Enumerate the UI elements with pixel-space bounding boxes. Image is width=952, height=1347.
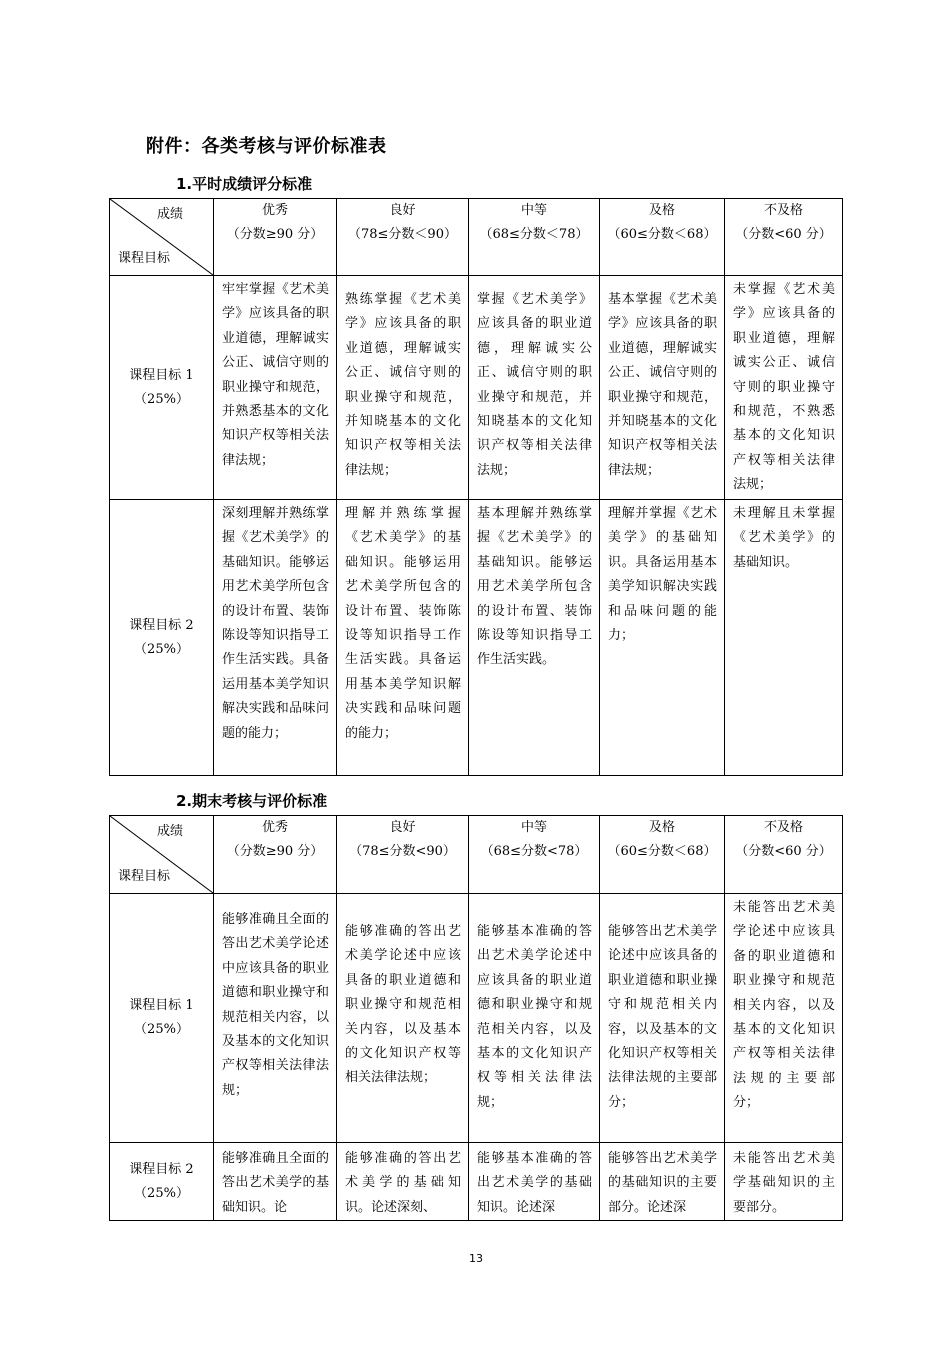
document-title: 附件：各类考核与评价标准表 (146, 136, 387, 157)
grade-name: 及格 (648, 820, 675, 835)
page-number: 13 (469, 1252, 483, 1265)
grade-name: 良好 (389, 820, 416, 835)
goal-label: 课程目标 1 (129, 367, 194, 383)
goal-weight: （25%） (134, 641, 189, 657)
grade-header (214, 199, 337, 276)
table-header-row (110, 816, 843, 894)
criteria-text: 掌握《艺术美学》应该具备的职业道德，理解诚实公正、诚信守则的职业操守和规范，并知晓基本的文化知识产权等相关法律法规； (477, 292, 592, 478)
criteria-cell (337, 894, 469, 1143)
goal-label: 课程目标 1 (129, 998, 194, 1013)
table-final-grading (109, 815, 843, 1221)
grade-name: 中等 (520, 820, 547, 835)
corner-cell (110, 816, 214, 894)
corner-label-goal: 课程目标 (118, 251, 171, 266)
corner-cell (110, 199, 214, 276)
criteria-text: 能够准确且全面的答出艺术美学的基础知识。论 (222, 1151, 329, 1215)
criteria-text: 未掌握《艺术美学》应该具备的职业道德，理解诚实公正、诚信守则的职业操守和规范，不熟悉基本的文化知识产权等相关法律法规； (733, 282, 835, 493)
criteria-cell (600, 894, 725, 1143)
criteria-cell (725, 276, 843, 500)
criteria-cell (214, 1143, 337, 1221)
grade-header (725, 199, 843, 276)
criteria-cell (725, 500, 843, 776)
grade-range: （68≤分数＜78） (479, 227, 589, 242)
corner-label-grade: 成绩 (156, 824, 183, 839)
grade-range: （60≤分数＜68） (607, 844, 717, 859)
criteria-text: 能够准确且全面的答出艺术美学论述中应该具备的职业道德和职业操守和规范相关内容，以及基本的文化知识产权等相关法律法规； (222, 912, 329, 1098)
grade-name: 良好 (389, 203, 416, 218)
criteria-cell (600, 276, 725, 500)
criteria-cell (469, 894, 600, 1143)
section-title-2: 2.期末考核与评价标准 (176, 792, 328, 810)
grade-range: （分数≥90 分） (226, 227, 324, 242)
criteria-cell (725, 1143, 843, 1221)
goal-label: 课程目标 2 (129, 617, 194, 633)
grade-range: （60≤分数＜68） (607, 227, 717, 242)
criteria-text: 能够准确的答出艺术美学的基础知识。论述深刻、 (345, 1151, 461, 1215)
goal-cell (110, 894, 214, 1143)
goal-weight: （25%） (134, 1022, 189, 1037)
goal-label: 课程目标 2 (129, 1161, 194, 1177)
table-row (110, 1143, 843, 1221)
grade-header (337, 816, 469, 894)
grade-header (600, 199, 725, 276)
grade-range: （分数<60 分） (735, 227, 832, 242)
grade-name: 中等 (520, 203, 547, 218)
table-row (110, 500, 843, 776)
table-regular-grading (109, 198, 843, 776)
corner-label-goal: 课程目标 (118, 869, 171, 884)
table-row (110, 894, 843, 1143)
grade-range: （78≤分数<90） (349, 844, 456, 859)
grade-header (337, 199, 469, 276)
criteria-text: 能够准确的答出艺术美学论述中应该具备的职业道德和职业操守和规范相关内容，以及基本的文化知识产权等相关法律法规； (345, 924, 461, 1086)
grade-range: （68≤分数<78） (480, 844, 588, 859)
table-row (110, 276, 843, 500)
grade-name: 优秀 (261, 203, 288, 218)
table-header-row (110, 199, 843, 276)
grade-header (469, 816, 600, 894)
criteria-cell (337, 1143, 469, 1221)
criteria-cell (600, 500, 725, 776)
criteria-cell (600, 1143, 725, 1221)
grade-name: 不及格 (763, 203, 803, 218)
criteria-cell (337, 276, 469, 500)
grade-range: （分数<60 分） (735, 844, 832, 859)
criteria-text: 牢牢掌握《艺术美学》应该具备的职业道德，理解诚实公正、诚信守则的职业操守和规范，并熟悉基本的文化知识产权等相关法律法规； (222, 282, 329, 468)
criteria-cell (469, 1143, 600, 1221)
grade-name: 优秀 (261, 820, 288, 835)
criteria-text: 基本掌握《艺术美学》应该具备的职业道德，理解诚实公正、诚信守则的职业操守和规范，并知晓基本的文化知识产权等相关法律法规； (608, 292, 717, 478)
grade-header (600, 816, 725, 894)
goal-weight: （25%） (134, 391, 189, 407)
section-title-1: 1.平时成绩评分标准 (176, 175, 313, 193)
grade-name: 不及格 (763, 820, 803, 835)
criteria-text: 未能答出艺术美学基础知识的主要部分。 (733, 1151, 835, 1215)
criteria-text: 能够答出艺术美学的基础知识的主要部分。论述深 (608, 1151, 717, 1215)
criteria-text: 理解并熟练掌握《艺术美学》的基础知识。能够运用艺术美学所包含的设计布置、装饰陈设等知识指导工作生活实践。具备运用基本美学知识解决实践和品味问题的能力； (345, 506, 461, 741)
criteria-text: 基本理解并熟练掌握《艺术美学》的基础知识。能够运用艺术美学所包含的设计布置、装饰陈设等知识指导工作生活实践。 (477, 506, 592, 668)
grade-header (725, 816, 843, 894)
criteria-text: 能够答出艺术美学论述中应该具备的职业道德和职业操守和规范相关内容，以及基本的文化知识产权等相关法律法规的主要部分； (608, 924, 717, 1110)
criteria-text: 能够基本准确的答出艺术美学的基础知识。论述深 (477, 1151, 592, 1215)
criteria-text: 熟练掌握《艺术美学》应该具备的职业道德，理解诚实公正、诚信守则的职业操守和规范，并知晓基本的文化知识产权等相关法律法规； (345, 292, 461, 478)
criteria-text: 理解并掌握《艺术美学》的基础知识。具备运用基本美学知识解决实践和品味问题的能力； (608, 506, 717, 644)
goal-weight: （25%） (134, 1185, 189, 1201)
grade-range: （78≤分数＜90） (348, 227, 457, 242)
criteria-cell (214, 500, 337, 776)
grade-range: （分数≥90 分） (226, 844, 324, 859)
criteria-cell (469, 500, 600, 776)
grade-name: 及格 (648, 203, 675, 218)
grade-header (469, 199, 600, 276)
criteria-cell (214, 276, 337, 500)
criteria-text: 未理解且未掌握《艺术美学》的基础知识。 (733, 506, 835, 570)
criteria-cell (725, 894, 843, 1143)
criteria-text: 深刻理解并熟练掌握《艺术美学》的基础知识。能够运用艺术美学所包含的设计布置、装饰陈设等知识指导工作生活实践。具备运用基本美学知识解决实践和品味问题的能力； (222, 506, 329, 741)
grade-header (214, 816, 337, 894)
goal-cell (110, 500, 214, 776)
criteria-text: 未能答出艺术美学论述中应该具备的职业道德和职业操守和规范相关内容，以及基本的文化知识产权等相关法律法规的主要部分； (733, 900, 835, 1111)
goal-cell (110, 1143, 214, 1221)
criteria-cell (469, 276, 600, 500)
criteria-cell (214, 894, 337, 1143)
corner-label-grade: 成绩 (156, 207, 183, 222)
criteria-cell (337, 500, 469, 776)
criteria-text: 能够基本准确的答出艺术美学论述中应该具备的职业道德和职业操守和规范相关内容，以及基本的文化知识产权等相关法律法规； (477, 924, 592, 1110)
goal-cell (110, 276, 214, 500)
